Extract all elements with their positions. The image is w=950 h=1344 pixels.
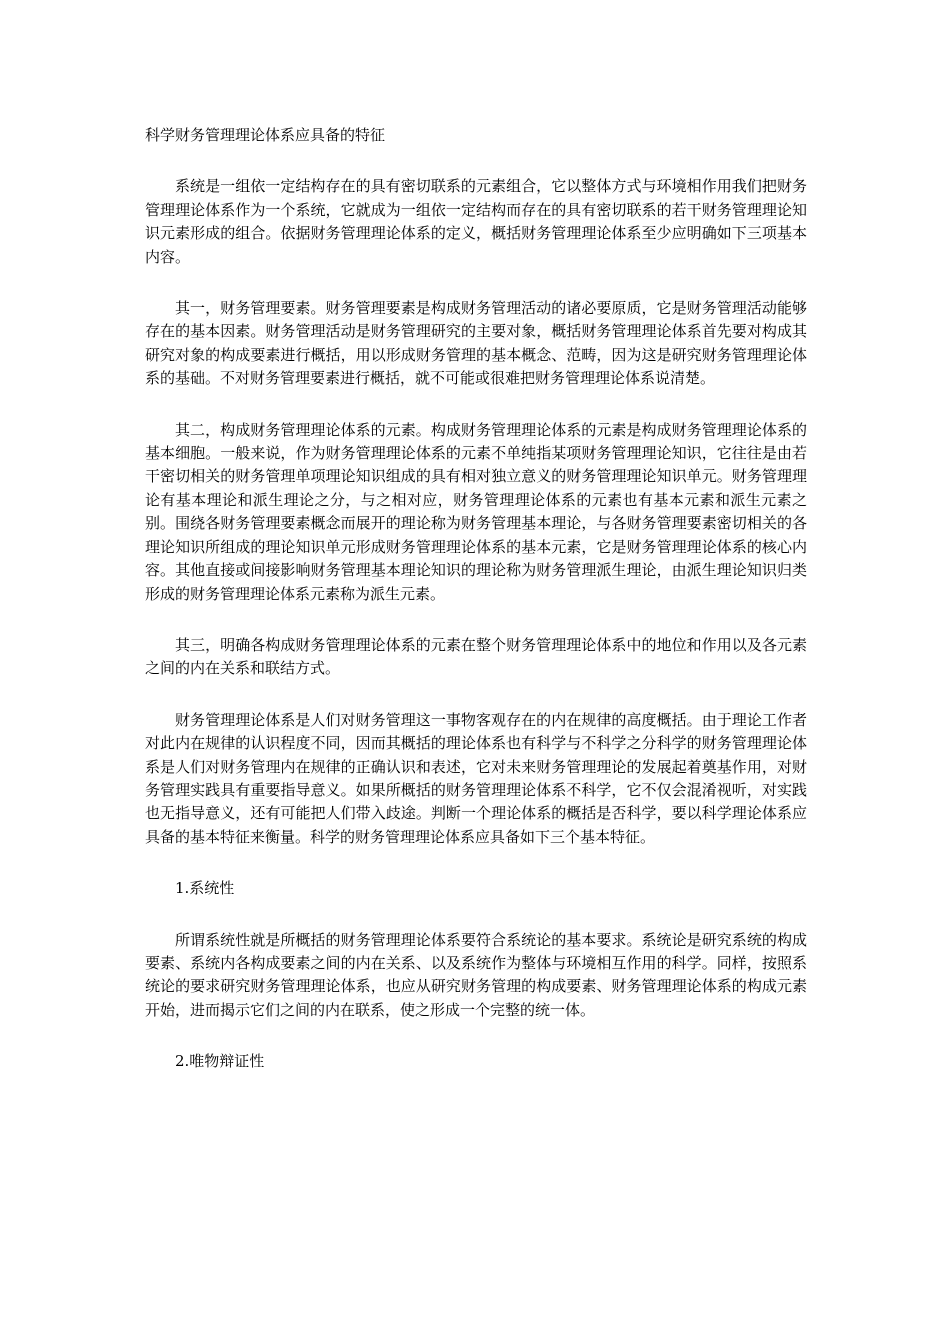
paragraph-systematic: 所谓系统性就是所概括的财务管理理论体系要符合系统论的基本要求。系统论是研究系统的构成要素、系统内各构成要素之间的内在关系、以及系统作为整体与环境相互作用的科学。同样，按照系统论的要求研究财务管理理论体系，也应从研究财务管理的构成要素、财务管理理论体系的构成元素开始，进而揭示它们之间的内在联系，使之形成一个完整的统一体。 [145, 930, 807, 1019]
section-heading-systematic: 1.系统性 [175, 879, 235, 898]
paragraph-first-elements: 其一，财务管理要素。财务管理要素是构成财务管理活动的诸必要原质，它是财务管理活动能够存在的基本因素。财务管理活动是财务管理研究的主要对象，概括财务管理理论体系首先要对构成其研究对象的构成要素进行概括，用以形成财务管理的基本概念、范畴，因为这是研究财务管理理论体系的基础。不对财务管理要素进行概括，就不可能或很难把财务管理理论体系说清楚。 [145, 299, 807, 388]
document-title: 科学财务管理理论体系应具备的特征 [145, 126, 386, 144]
paragraph-third-elements: 其三，明确各构成财务管理理论体系的元素在整个财务管理理论体系中的地位和作用以及各元素之间的内在关系和联结方式。 [145, 635, 807, 678]
paragraph-theory-summary: 财务管理理论体系是人们对财务管理这一事物客观存在的内在规律的高度概括。由于理论工作者对此内在规律的认识程度不同，因而其概括的理论体系也有科学与不科学之分科学的财务管理理论体系是人们对财务管理内在规律的正确认识和表述，它对未来财务管理理论的发展起着奠基作用，对财务管理实践具有重要指导意义。如果所概括的财务管理理论体系不科学，它不仅会混淆视听，对实践也无指导意义，还有可能把人们带入歧途。判断一个理论体系的概括是否科学，要以科学理论体系应具备的基本特征来衡量。科学的财务管理理论体系应具备如下三个基本特征。 [145, 710, 807, 846]
paragraph-system-definition: 系统是一组依一定结构存在的具有密切联系的元素组合，它以整体方式与环境相作用我们把财务管理理论体系作为一个系统，它就成为一组依一定结构而存在的具有密切联系的若干财务管理理论知识元素形成的组合。依据财务管理理论体系的定义，概括财务管理理论体系至少应明确如下三项基本内容。 [145, 177, 807, 266]
document-body [145, 124, 807, 1102]
section-heading-dialectical: 2.唯物辩证性 [175, 1052, 265, 1071]
paragraph-second-elements: 其二，构成财务管理理论体系的元素。构成财务管理理论体系的元素是构成财务管理理论体系的基本细胞。一般来说，作为财务管理理论体系的元素不单纯指某项财务管理理论知识，它往往是由若干密切相关的财务管理单项理论知识组成的具有相对独立意义的财务管理理论知识单元。财务管理理论有基本理论和派生理论之分，与之相对应，财务管理理论体系的元素也有基本元素和派生元素之别。围绕各财务管理要素概念而展开的理论称为财务管理基本理论，与各财务管理要素密切相关的各理论知识所组成的理论知识单元形成财务管理理论体系的基本元素，它是财务管理理论体系的核心内容。其他直接或间接影响财务管理基本理论知识的理论称为财务管理派生理论，由派生理论知识归类形成的财务管理理论体系元素称为派生元素。 [145, 420, 807, 603]
